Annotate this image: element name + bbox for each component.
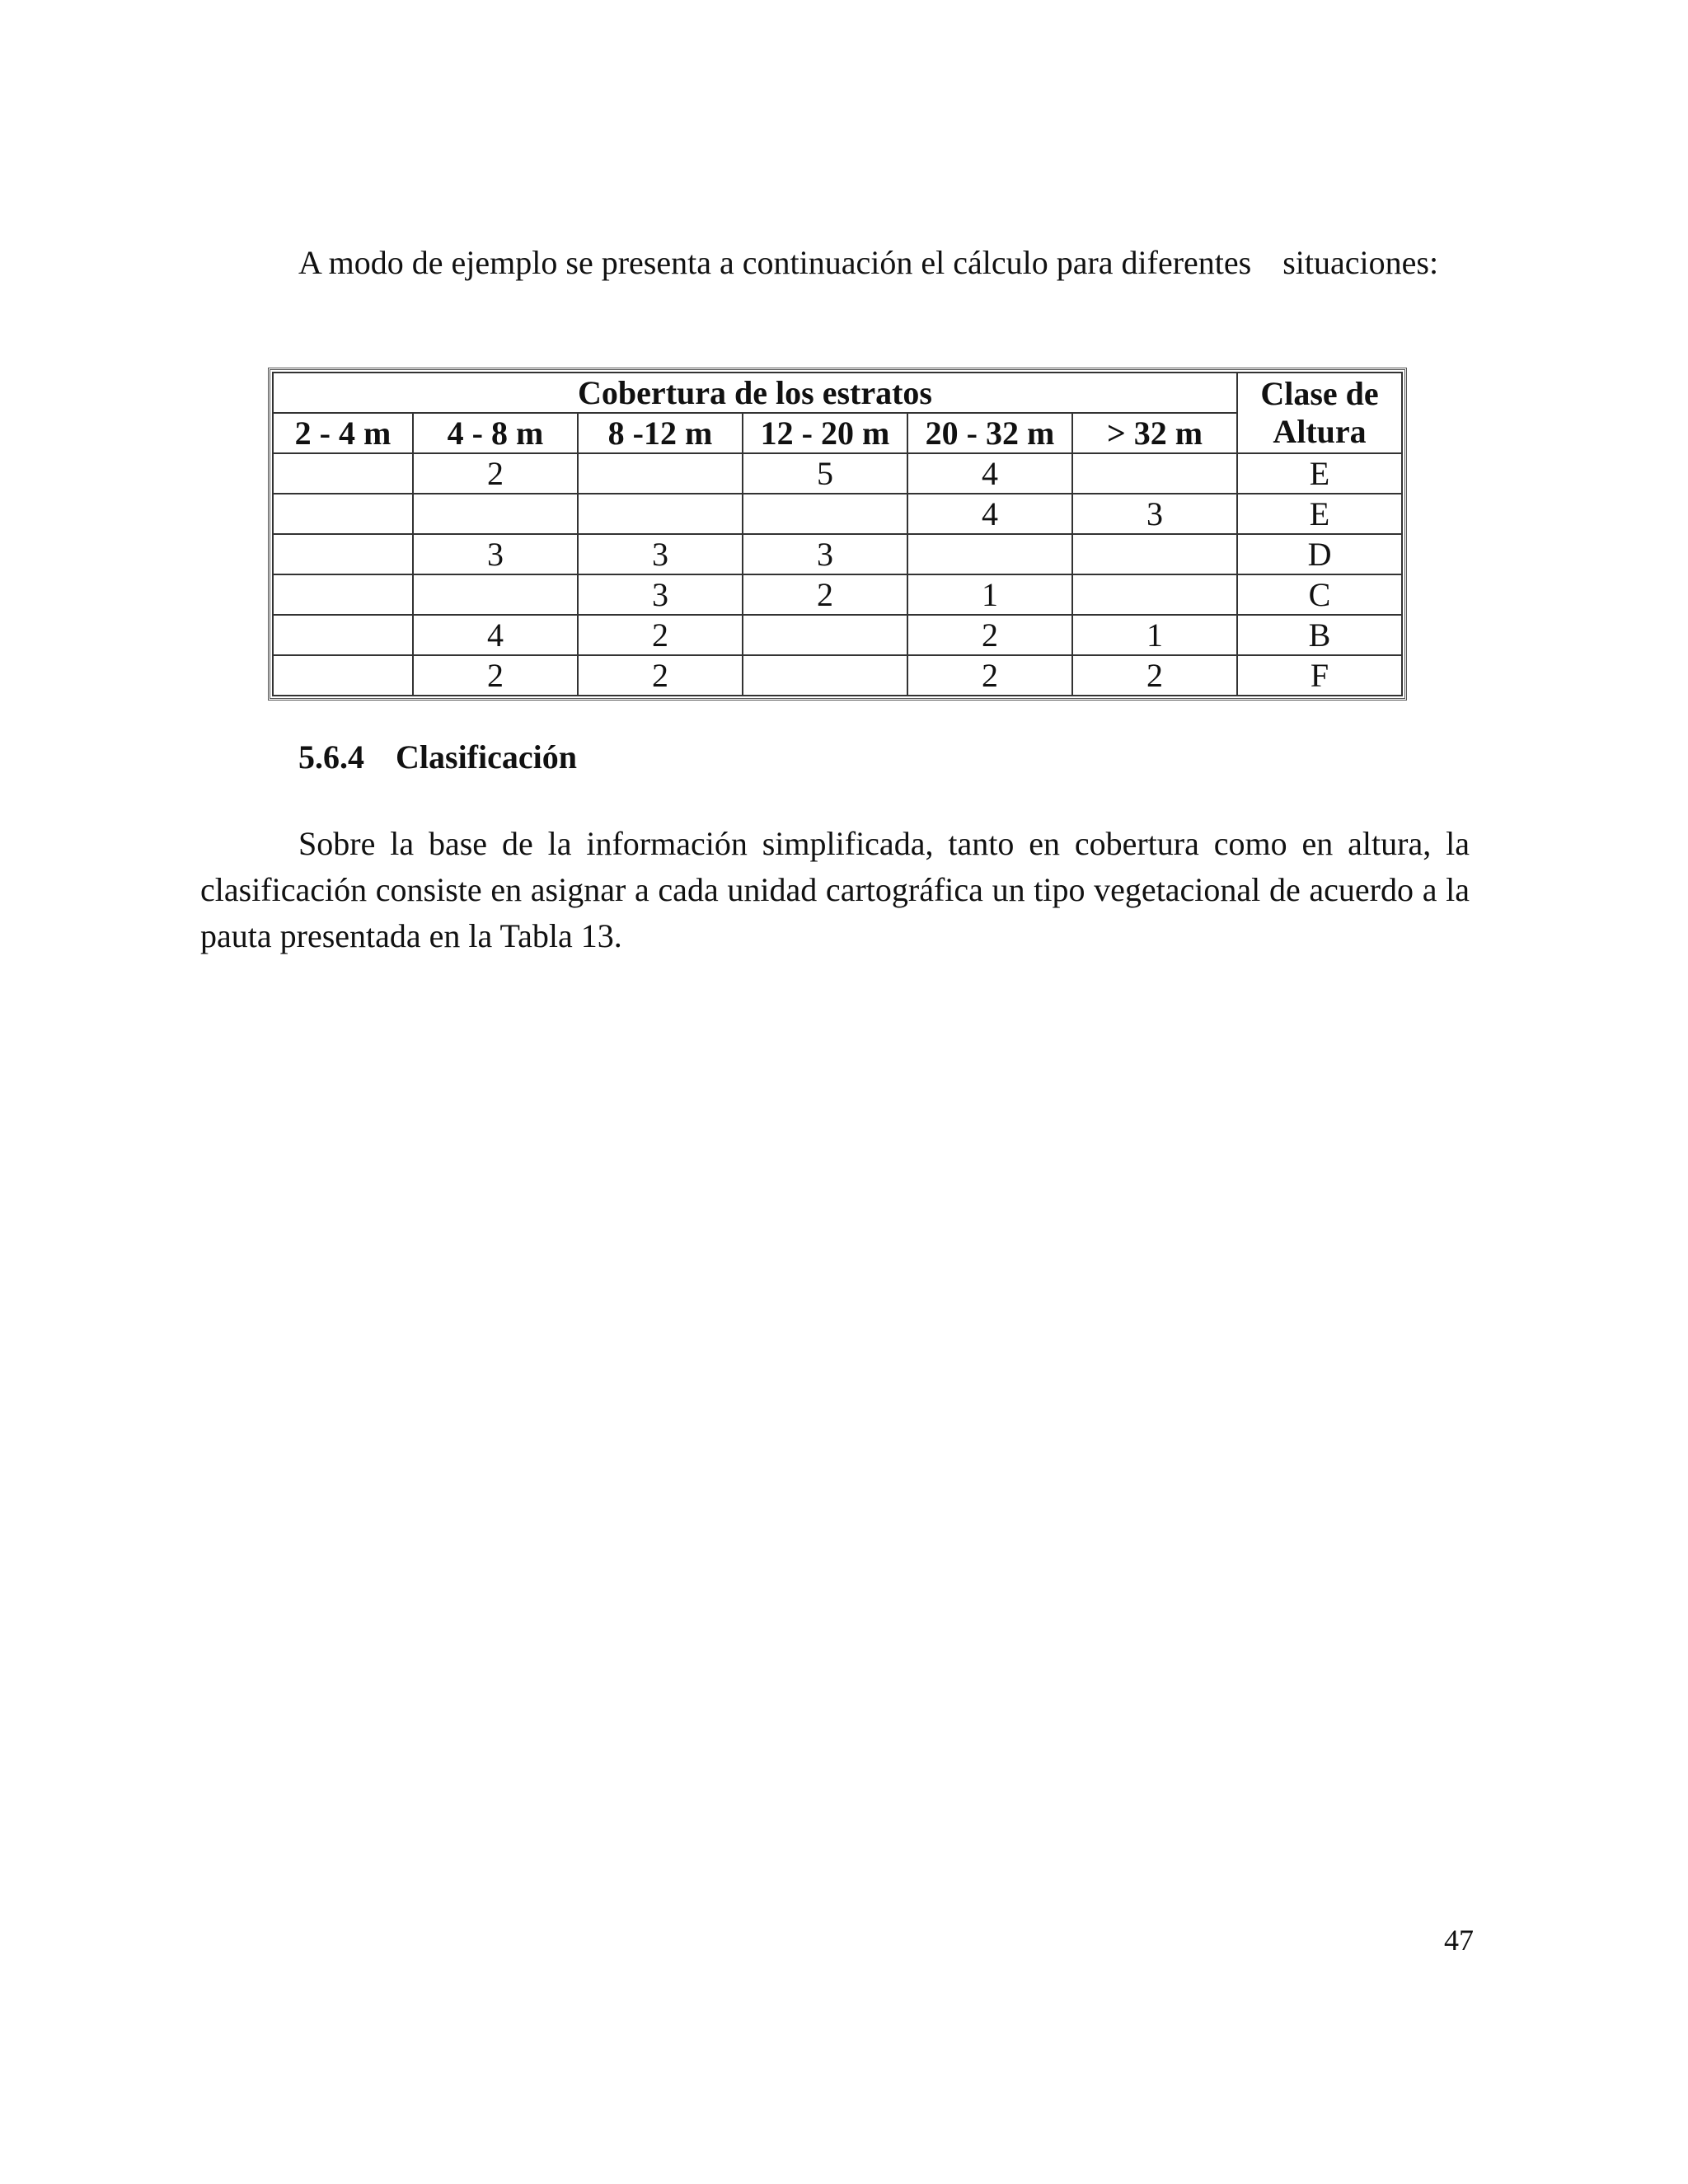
table-cell: 2	[907, 655, 1072, 696]
table-cell	[273, 615, 413, 655]
table-group-header-row	[273, 373, 1402, 413]
table-cell: 2	[743, 574, 907, 615]
column-header: 2 - 4 m	[273, 413, 413, 453]
column-header: 20 - 32 m	[907, 413, 1072, 453]
table-cell-clase: B	[1237, 615, 1402, 655]
table-cell	[1072, 453, 1237, 494]
table-cell: 1	[1072, 615, 1237, 655]
table-row	[273, 494, 1402, 534]
table-cell: 2	[413, 453, 578, 494]
table-cell: 3	[413, 534, 578, 574]
header-clase-de-altura	[1237, 373, 1402, 453]
table-cell: 2	[578, 655, 743, 696]
table-cell-clase: C	[1237, 574, 1402, 615]
table-cell	[273, 574, 413, 615]
table-cell	[743, 615, 907, 655]
section-title: Clasificación	[396, 738, 577, 776]
page-number: 47	[1444, 1924, 1474, 1957]
table-cell: 4	[413, 615, 578, 655]
table-cell: 2	[413, 655, 578, 696]
table-cell	[273, 534, 413, 574]
clase-header-line2: Altura	[1273, 413, 1367, 450]
table-cell: 1	[907, 574, 1072, 615]
table-cell: 2	[1072, 655, 1237, 696]
intro-text-end: situaciones:	[1282, 244, 1439, 281]
table-cell-clase: E	[1237, 453, 1402, 494]
clase-header-line1: Clase de	[1260, 375, 1379, 412]
table-cell: 2	[578, 615, 743, 655]
group-header-cobertura: Cobertura de los estratos	[273, 373, 1237, 413]
table-cell: 3	[1072, 494, 1237, 534]
table-cell	[413, 494, 578, 534]
table-cell	[273, 655, 413, 696]
table-cell	[1072, 534, 1237, 574]
table-cell: 4	[907, 453, 1072, 494]
table-cell	[907, 534, 1072, 574]
table-column-header-row	[273, 413, 1402, 453]
table-cell: 5	[743, 453, 907, 494]
table-cell-clase: D	[1237, 534, 1402, 574]
table-cell: 3	[578, 534, 743, 574]
table-cell: 4	[907, 494, 1072, 534]
column-header: > 32 m	[1072, 413, 1237, 453]
table-row	[273, 453, 1402, 494]
column-header: 8 -12 m	[578, 413, 743, 453]
table-cell	[578, 494, 743, 534]
cobertura-table	[272, 372, 1403, 696]
table-cell-clase: E	[1237, 494, 1402, 534]
table-cell	[273, 453, 413, 494]
intro-sentence	[298, 241, 1438, 285]
table-cell	[273, 494, 413, 534]
table-cell: 3	[743, 534, 907, 574]
table-row	[273, 655, 1402, 696]
body-paragraph: Sobre la base de la información simplificada, tanto en cobertura como en altura, la clasificación consiste en asignar a cada unidad cartográfica un tipo vegetacional de acuerdo a la pauta presentada en la Tabla 13.	[200, 825, 1470, 954]
section-number: 5.6.4	[298, 738, 364, 776]
table-row	[273, 534, 1402, 574]
table-cell: 3	[578, 574, 743, 615]
table-cell	[743, 655, 907, 696]
intro-text-main: A modo de ejemplo se presenta a continuación el cálculo para diferentes	[298, 244, 1252, 281]
table-cell	[578, 453, 743, 494]
column-header: 4 - 8 m	[413, 413, 578, 453]
table-cell: 2	[907, 615, 1072, 655]
table-cell-clase: F	[1237, 655, 1402, 696]
section-heading	[298, 735, 577, 780]
column-header: 12 - 20 m	[743, 413, 907, 453]
table-row	[273, 574, 1402, 615]
table-row	[273, 615, 1402, 655]
table-cell	[1072, 574, 1237, 615]
table-cell	[743, 494, 907, 534]
table-cell	[413, 574, 578, 615]
